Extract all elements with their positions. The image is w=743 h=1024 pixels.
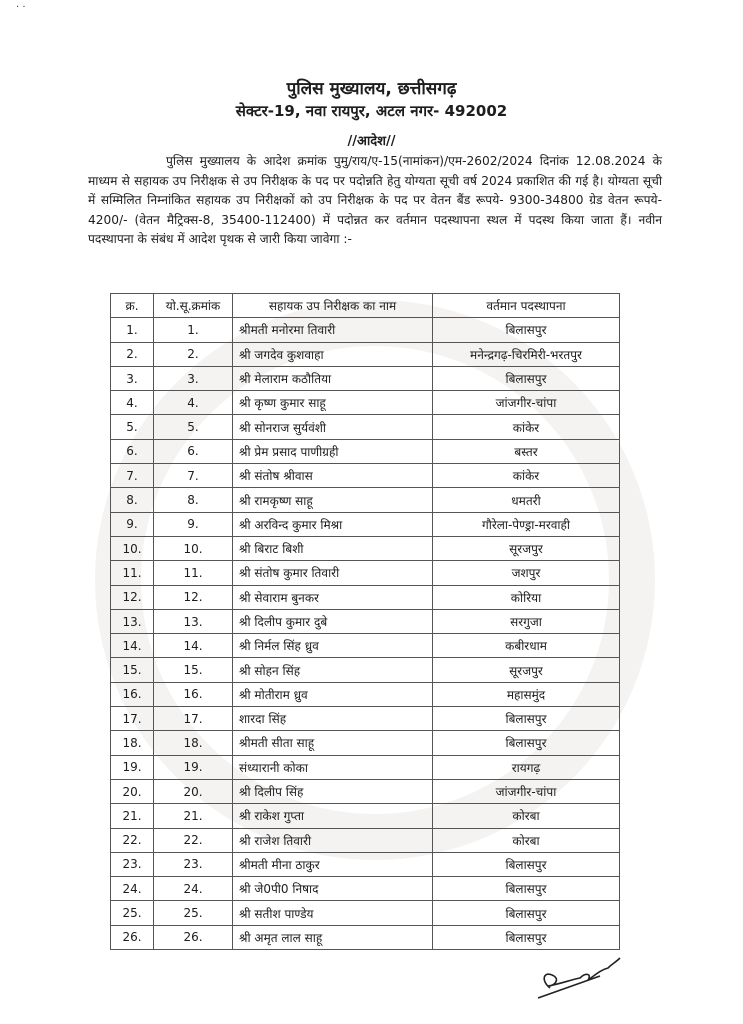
cell-serial: 11. bbox=[111, 561, 154, 585]
header-merit-number: यो.सू.क्रमांक bbox=[154, 294, 233, 318]
signature-icon bbox=[530, 950, 640, 1010]
cell-merit-number: 21. bbox=[154, 804, 233, 828]
cell-name: श्री निर्मल सिंह ध्रुव bbox=[233, 634, 433, 658]
cell-posting: कोरबा bbox=[433, 828, 620, 852]
cell-name: श्री राकेश गुप्ता bbox=[233, 804, 433, 828]
table-row bbox=[111, 536, 620, 560]
cell-serial: 24. bbox=[111, 877, 154, 901]
table-row bbox=[111, 391, 620, 415]
cell-posting: कबीरधाम bbox=[433, 634, 620, 658]
cell-merit-number: 8. bbox=[154, 488, 233, 512]
cell-name: श्री अमृत लाल साहू bbox=[233, 925, 433, 949]
table-row bbox=[111, 925, 620, 949]
table-row bbox=[111, 488, 620, 512]
cell-name: श्री प्रेम प्रसाद पाणीग्रही bbox=[233, 439, 433, 463]
cell-name: श्री राजेश तिवारी bbox=[233, 828, 433, 852]
table-row bbox=[111, 318, 620, 342]
table-row bbox=[111, 707, 620, 731]
cell-merit-number: 12. bbox=[154, 585, 233, 609]
cell-posting: बिलासपुर bbox=[433, 877, 620, 901]
cell-serial: 1. bbox=[111, 318, 154, 342]
cell-posting: कोरिया bbox=[433, 585, 620, 609]
cell-posting: बिलासपुर bbox=[433, 925, 620, 949]
table-row bbox=[111, 755, 620, 779]
cell-serial: 9. bbox=[111, 512, 154, 536]
cell-merit-number: 6. bbox=[154, 439, 233, 463]
cell-serial: 15. bbox=[111, 658, 154, 682]
cell-merit-number: 15. bbox=[154, 658, 233, 682]
cell-merit-number: 24. bbox=[154, 877, 233, 901]
promotion-table bbox=[110, 293, 620, 950]
cell-posting: बिलासपुर bbox=[433, 366, 620, 390]
cell-merit-number: 2. bbox=[154, 342, 233, 366]
cell-name: श्री जे0पी0 निषाद bbox=[233, 877, 433, 901]
cell-serial: 26. bbox=[111, 925, 154, 949]
table-row bbox=[111, 609, 620, 633]
cell-posting: बिलासपुर bbox=[433, 901, 620, 925]
table-row bbox=[111, 828, 620, 852]
cell-merit-number: 26. bbox=[154, 925, 233, 949]
cell-name: श्री रामकृष्ण साहू bbox=[233, 488, 433, 512]
table-row bbox=[111, 561, 620, 585]
cell-merit-number: 10. bbox=[154, 536, 233, 560]
table-row bbox=[111, 366, 620, 390]
cell-name: श्री सोहन सिंह bbox=[233, 658, 433, 682]
cell-merit-number: 16. bbox=[154, 682, 233, 706]
cell-serial: 19. bbox=[111, 755, 154, 779]
cell-serial: 10. bbox=[111, 536, 154, 560]
cell-serial: 13. bbox=[111, 609, 154, 633]
cell-serial: 2. bbox=[111, 342, 154, 366]
cell-merit-number: 25. bbox=[154, 901, 233, 925]
cell-serial: 4. bbox=[111, 391, 154, 415]
cell-name: श्री जगदेव कुशवाहा bbox=[233, 342, 433, 366]
cell-merit-number: 1. bbox=[154, 318, 233, 342]
table-row bbox=[111, 342, 620, 366]
cell-posting: गौरेला-पेण्ड्रा-मरवाही bbox=[433, 512, 620, 536]
cell-merit-number: 14. bbox=[154, 634, 233, 658]
cell-posting: सरगुजा bbox=[433, 609, 620, 633]
cell-merit-number: 19. bbox=[154, 755, 233, 779]
cell-serial: 17. bbox=[111, 707, 154, 731]
cell-posting: जांजगीर-चांपा bbox=[433, 779, 620, 803]
cell-posting: कांकेर bbox=[433, 464, 620, 488]
table-row bbox=[111, 439, 620, 463]
cell-name: श्री बिराट बिशी bbox=[233, 536, 433, 560]
header-name: सहायक उप निरीक्षक का नाम bbox=[233, 294, 433, 318]
header-serial: क्र. bbox=[111, 294, 154, 318]
cell-posting: रायगढ़ bbox=[433, 755, 620, 779]
cell-posting: जांजगीर-चांपा bbox=[433, 391, 620, 415]
table-row bbox=[111, 415, 620, 439]
table-row bbox=[111, 585, 620, 609]
office-title: पुलिस मुख्यालय, छत्तीसगढ़ bbox=[286, 79, 457, 99]
cell-merit-number: 22. bbox=[154, 828, 233, 852]
table-row bbox=[111, 634, 620, 658]
cell-serial: 12. bbox=[111, 585, 154, 609]
cell-name: श्री दिलीप कुमार दुबे bbox=[233, 609, 433, 633]
cell-posting: सूरजपुर bbox=[433, 658, 620, 682]
cell-serial: 5. bbox=[111, 415, 154, 439]
scan-marks: · · bbox=[16, 2, 26, 13]
cell-name: श्रीमती मनोरमा तिवारी bbox=[233, 318, 433, 342]
table-row bbox=[111, 804, 620, 828]
cell-merit-number: 7. bbox=[154, 464, 233, 488]
cell-serial: 23. bbox=[111, 852, 154, 876]
cell-serial: 8. bbox=[111, 488, 154, 512]
cell-serial: 18. bbox=[111, 731, 154, 755]
table-row bbox=[111, 682, 620, 706]
cell-name: श्री मोतीराम ध्रुव bbox=[233, 682, 433, 706]
cell-posting: महासमुंद bbox=[433, 682, 620, 706]
table-header-row bbox=[111, 294, 620, 318]
cell-posting: बिलासपुर bbox=[433, 731, 620, 755]
cell-name: श्री कृष्ण कुमार साहू bbox=[233, 391, 433, 415]
cell-name: श्री दिलीप सिंह bbox=[233, 779, 433, 803]
cell-serial: 20. bbox=[111, 779, 154, 803]
cell-serial: 6. bbox=[111, 439, 154, 463]
order-body-text: पुलिस मुख्यालय के आदेश क्रमांक पुमु/राय/ए-15(नामांकन)/एम-2602/2024 दिनांक 12.08.2024 के माध्यम से सहायक उप निरीक्षक से उप निरीक्षक के पद पर पदोन्नति हेतु योग्यता सूची वर्ष 2024 प्रकाशित की गई है। योग्यता सूची में सम्मिलित निम्नांकित सहायक उप निरीक्षकों को उप निरीक्षक के पद पर वेतन बैंड रूपये- 9300-34800 ग्रेड वेतन रूपये- 4200/- (वेतन मैट्रिक्स-8, 35400-112400) में पदोन्नत कर वर्तमान पदस्थापना स्थल में पदस्थ किया जाता हैं। नवीन पदस्थापना के संबंध में आदेश पृथक से जारी किया जावेगा :- bbox=[88, 154, 662, 246]
cell-posting: धमतरी bbox=[433, 488, 620, 512]
cell-name: श्री सेवाराम बुनकर bbox=[233, 585, 433, 609]
cell-posting: कोरबा bbox=[433, 804, 620, 828]
table-row bbox=[111, 658, 620, 682]
cell-posting: बस्तर bbox=[433, 439, 620, 463]
cell-merit-number: 4. bbox=[154, 391, 233, 415]
table-row bbox=[111, 877, 620, 901]
cell-name: श्रीमती सीता साहू bbox=[233, 731, 433, 755]
cell-posting: बिलासपुर bbox=[433, 707, 620, 731]
cell-name: श्रीमती मीना ठाकुर bbox=[233, 852, 433, 876]
cell-name: श्री मेलाराम कठौतिया bbox=[233, 366, 433, 390]
cell-posting: जशपुर bbox=[433, 561, 620, 585]
cell-serial: 3. bbox=[111, 366, 154, 390]
cell-merit-number: 5. bbox=[154, 415, 233, 439]
table-row bbox=[111, 779, 620, 803]
cell-name: संध्यारानी कोका bbox=[233, 755, 433, 779]
table-row bbox=[111, 852, 620, 876]
cell-serial: 16. bbox=[111, 682, 154, 706]
cell-name: श्री संतोष कुमार तिवारी bbox=[233, 561, 433, 585]
cell-name: शारदा सिंह bbox=[233, 707, 433, 731]
office-address: सेक्टर-19, नवा रायपुर, अटल नगर- 492002 bbox=[235, 102, 508, 120]
cell-merit-number: 13. bbox=[154, 609, 233, 633]
cell-posting: सूरजपुर bbox=[433, 536, 620, 560]
table-body bbox=[111, 318, 620, 950]
cell-merit-number: 3. bbox=[154, 366, 233, 390]
cell-merit-number: 11. bbox=[154, 561, 233, 585]
order-title: //आदेश// bbox=[347, 134, 396, 149]
header-posting: वर्तमान पदस्थापना bbox=[433, 294, 620, 318]
cell-posting: बिलासपुर bbox=[433, 318, 620, 342]
cell-serial: 25. bbox=[111, 901, 154, 925]
table-row bbox=[111, 512, 620, 536]
cell-merit-number: 9. bbox=[154, 512, 233, 536]
table-row bbox=[111, 731, 620, 755]
cell-name: श्री संतोष श्रीवास bbox=[233, 464, 433, 488]
cell-merit-number: 17. bbox=[154, 707, 233, 731]
cell-name: श्री अरविन्द कुमार मिश्रा bbox=[233, 512, 433, 536]
cell-name: श्री सोनराज सुर्यवंशी bbox=[233, 415, 433, 439]
table-row bbox=[111, 901, 620, 925]
cell-merit-number: 20. bbox=[154, 779, 233, 803]
cell-serial: 21. bbox=[111, 804, 154, 828]
cell-merit-number: 18. bbox=[154, 731, 233, 755]
cell-serial: 7. bbox=[111, 464, 154, 488]
cell-serial: 14. bbox=[111, 634, 154, 658]
cell-posting: कांकेर bbox=[433, 415, 620, 439]
cell-posting: बिलासपुर bbox=[433, 852, 620, 876]
cell-serial: 22. bbox=[111, 828, 154, 852]
table-row bbox=[111, 464, 620, 488]
cell-merit-number: 23. bbox=[154, 852, 233, 876]
cell-posting: मनेन्द्रगढ़-चिरमिरी-भरतपुर bbox=[433, 342, 620, 366]
cell-name: श्री सतीश पाण्डेय bbox=[233, 901, 433, 925]
